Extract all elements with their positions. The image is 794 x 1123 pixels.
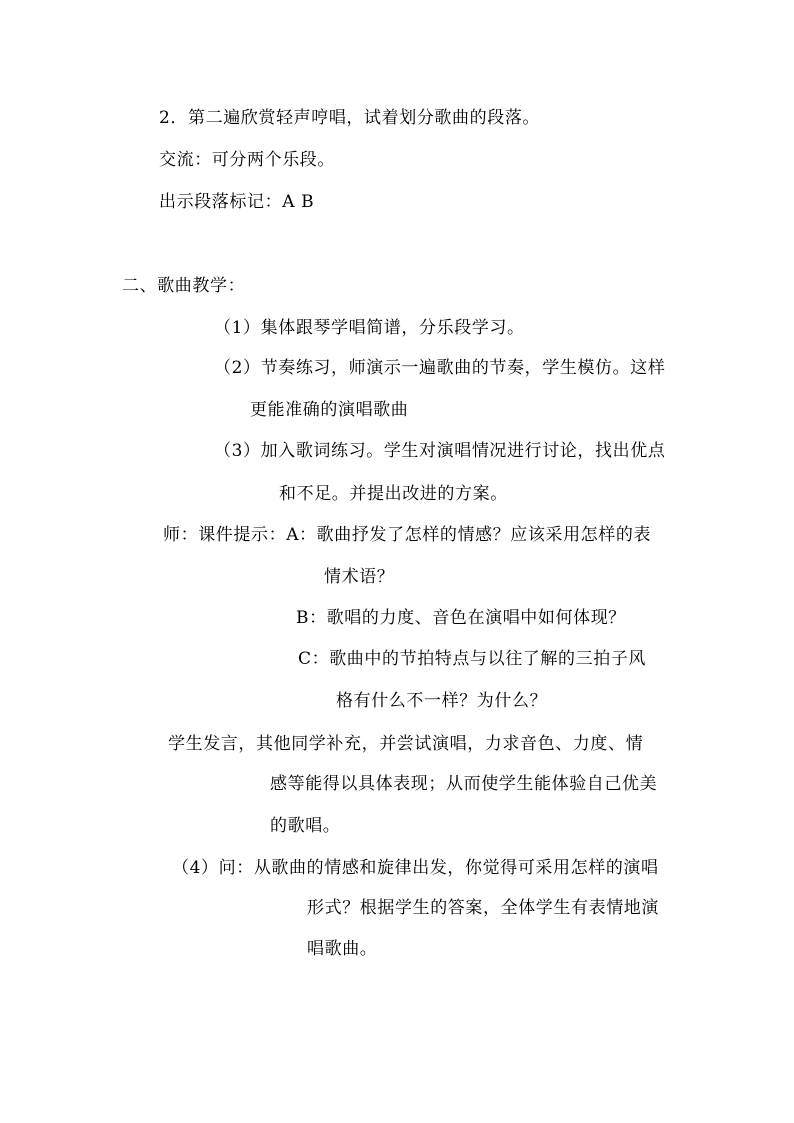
teacher-prompt-b: B：歌唱的力度、音色在演唱中如何体现？ [296, 608, 626, 628]
item-2-rhythm-practice: （2）节奏练习，师演示一遍歌曲的节奏，学生模仿。这样 [214, 358, 666, 378]
item-2-continuation: 更能准确的演唱歌曲 [250, 400, 409, 420]
student-response-continuation-1: 感等能得以具体表现；从而使学生能体验自己优美 [270, 774, 658, 794]
step-2-second-listening: 2．第二遍欣赏轻声哼唱，试着划分歌曲的段落。 [159, 108, 541, 128]
item-4-continuation-1: 形式？根据学生的答案，全体学生有表情地演 [307, 898, 659, 918]
teacher-prompt-c-continuation: 格有什么不一样？为什么？ [336, 691, 548, 711]
student-response: 学生发言，其他同学补充，并尝试演唱，力求音色、力度、情 [168, 734, 644, 754]
discussion-two-sections: 交流：可分两个乐段。 [159, 150, 335, 170]
item-3-continuation: 和不足。并提出改进的方案。 [279, 484, 508, 504]
item-4-continuation-2: 唱歌曲。 [307, 939, 378, 959]
teacher-prompt-a-continuation: 情术语？ [324, 567, 395, 587]
section-markers: 出示段落标记：A B [159, 192, 315, 212]
item-4-question: （4）问：从歌曲的情感和旋律出发，你觉得可采用怎样的演唱 [172, 858, 659, 878]
heading-song-teaching: 二、歌曲教学： [122, 276, 246, 296]
item-1-learn-notation: （1）集体跟琴学唱简谱，分乐段学习。 [214, 318, 525, 338]
teacher-prompt-a: 师：课件提示：A：歌曲抒发了怎样的情感？应该采用怎样的表 [163, 525, 652, 545]
student-response-continuation-2: 的歌唱。 [270, 816, 341, 836]
item-3-lyrics-practice: （3）加入歌词练习。学生对演唱情况进行讨论，找出优点 [214, 441, 666, 461]
teacher-prompt-c: C：歌曲中的节拍特点与以往了解的三拍子风 [298, 649, 647, 669]
